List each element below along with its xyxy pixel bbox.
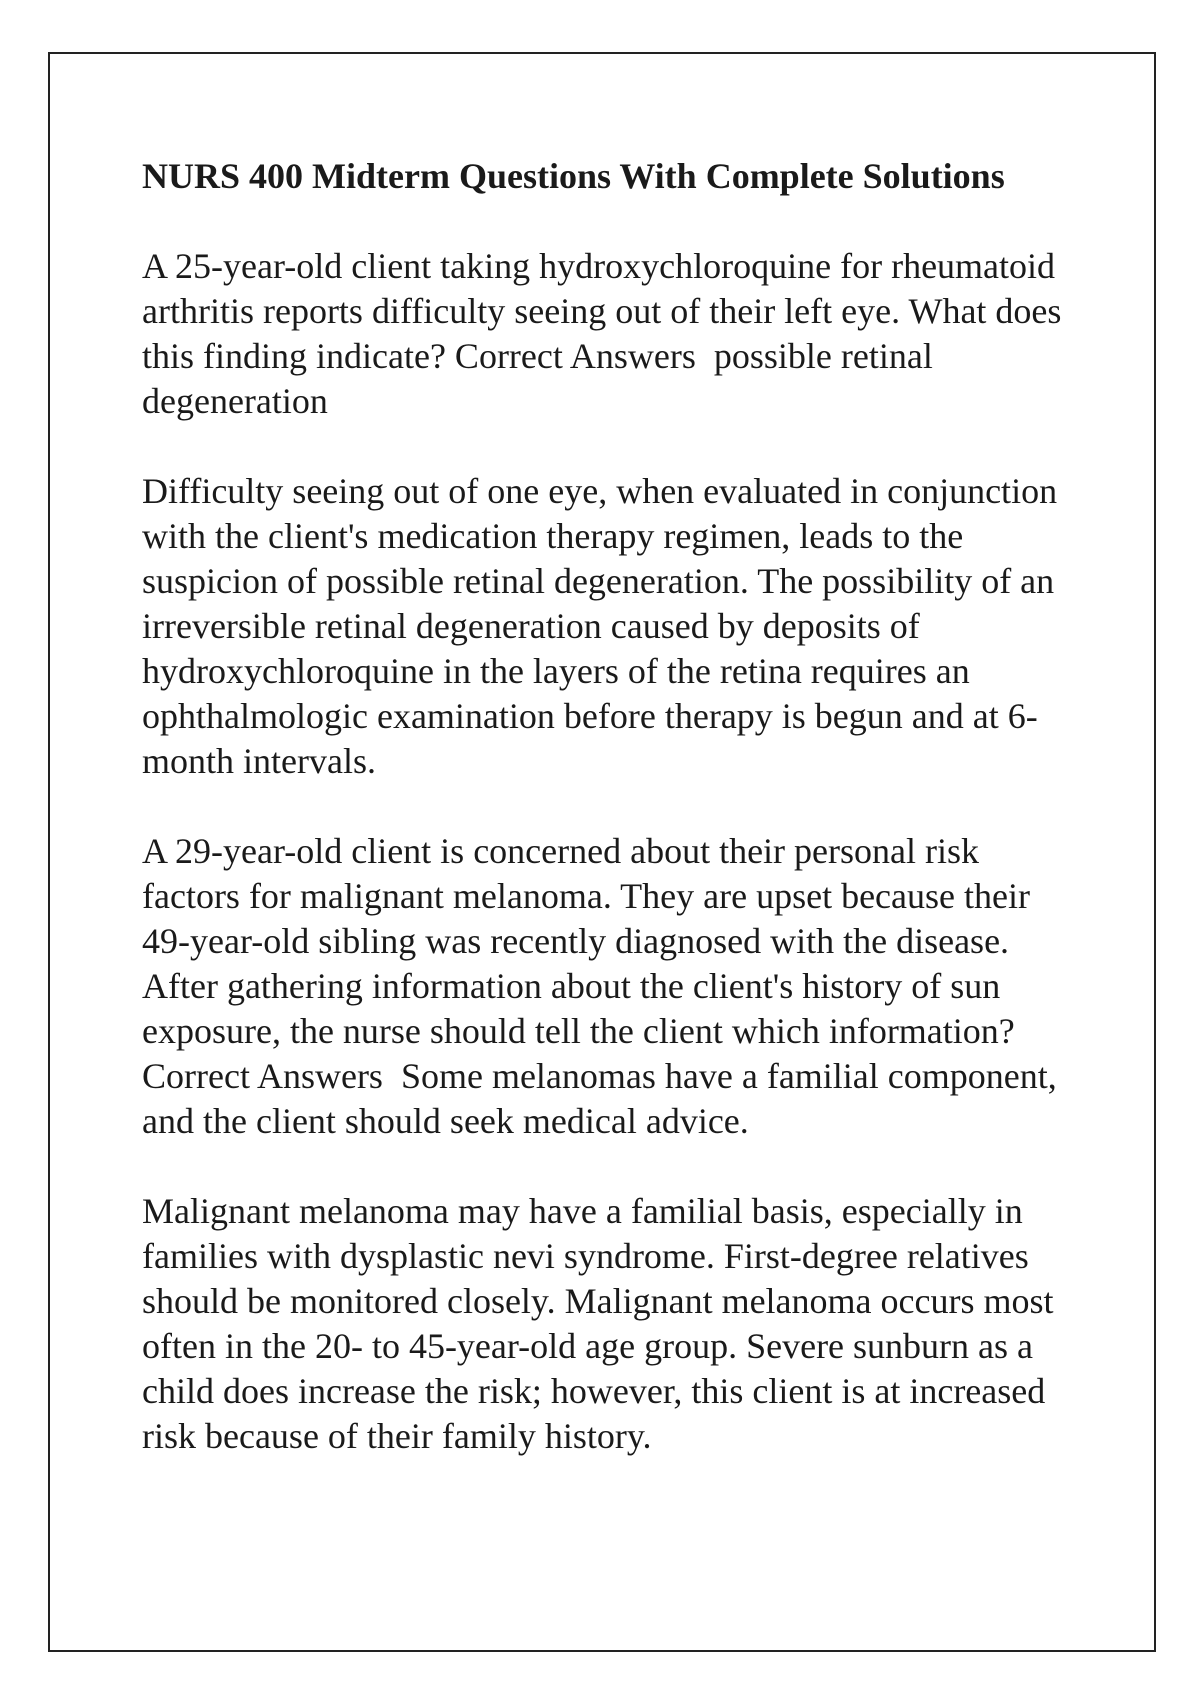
question-1-paragraph: A 25-year-old client taking hydroxychloroquine for rheumatoid arthritis reports difficulty seeing out of their left eye. What does this finding indicate? Correct Answers possible retinal degeneration <box>142 246 1071 421</box>
document-content <box>142 154 1072 1504</box>
page-frame <box>48 52 1156 1652</box>
question-2-paragraph: A 29-year-old client is concerned about their personal risk factors for malignant melanoma. They are upset because their 49-year-old sibling was recently diagnosed with the disease. After gathering information about the client's history of sun exposure, the nurse should tell the client which information? Correct Answers Some melanomas have a familial component, and the client should seek medical advice. <box>142 831 1066 1141</box>
rationale-1-paragraph: Difficulty seeing out of one eye, when evaluated in conjunction with the client's medication therapy regimen, leads to the suspicion of possible retinal degeneration. The possibility of an irreversible retinal degeneration caused by deposits of hydroxychloroquine in the layers of the retina requires an ophthalmologic examination before therapy is begun and at 6-month intervals. <box>142 471 1067 781</box>
document-title: NURS 400 Midterm Questions With Complete Solutions <box>142 156 1005 196</box>
rationale-2-paragraph: Malignant melanoma may have a familial basis, especially in families with dysplastic nevi syndrome. First-degree relatives should be monitored closely. Malignant melanoma occurs most often in the 20- to 45-year-old age group. Severe sunburn as a child does increase the risk; however, this client is at increased risk because of their family history. <box>142 1191 1063 1456</box>
